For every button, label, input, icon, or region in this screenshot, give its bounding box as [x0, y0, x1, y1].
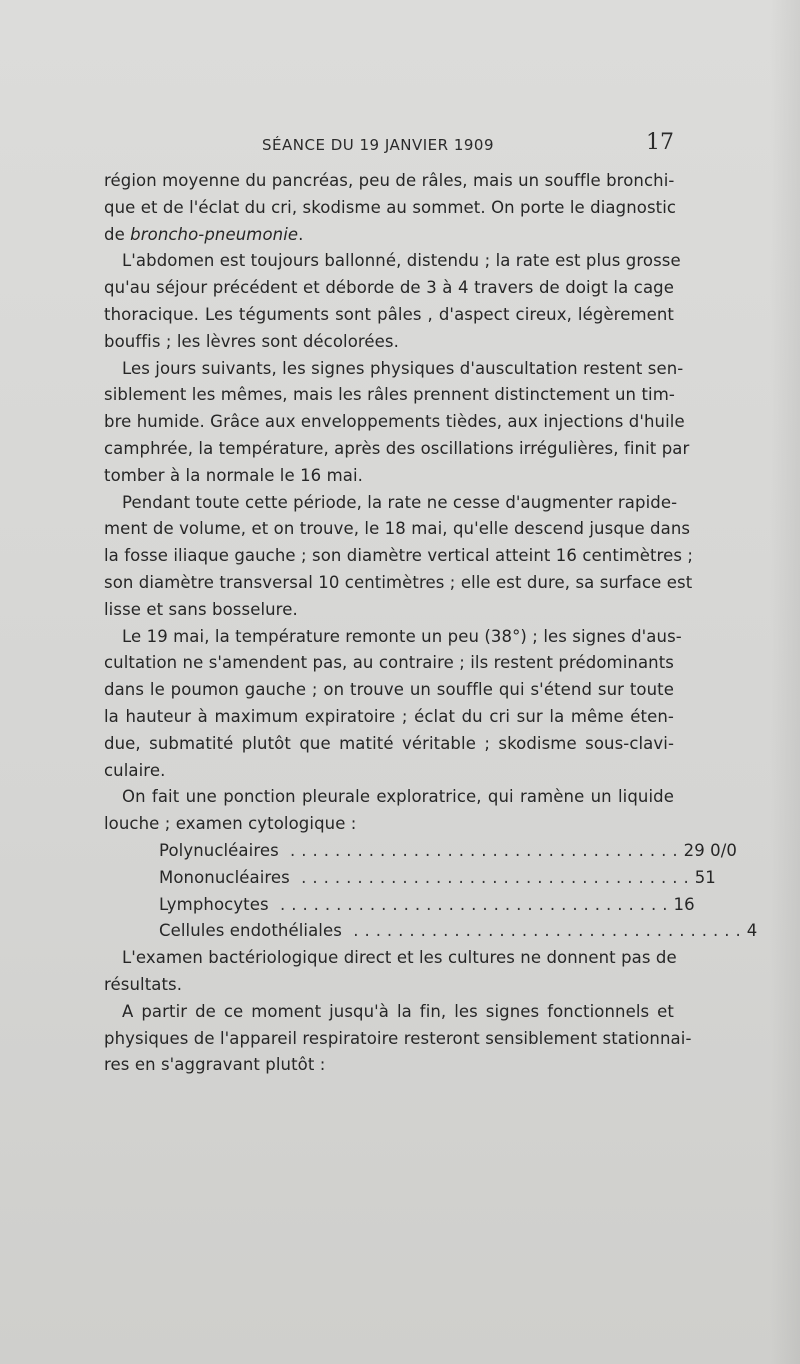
row-label: Polynucléaires: [159, 840, 279, 860]
text-line: région moyenne du pancréas, peu de râles, mais un souffle bronchi-: [104, 171, 675, 190]
text-line: résultats.: [104, 974, 183, 994]
text-line: tomber à la normale le 16 mai.: [104, 465, 364, 485]
text-line: dans le poumon gauche ; on trouve un souffle qui s'étend sur toute: [104, 680, 674, 700]
text-line: cultation ne s'amendent pas, au contraire ; ils restent prédominants: [104, 653, 674, 673]
text-line: culaire.: [104, 760, 166, 780]
row-value: 4: [746, 921, 758, 941]
running-title: SÉANCE DU 19 JANVIER 1909: [262, 136, 495, 154]
cytology-table: [159, 838, 758, 945]
text-line: siblement les mêmes, mais les râles prennent distinctement un tim-: [104, 385, 675, 405]
text-line: Le 19 mai, la température remonte un peu (38°) ; les signes d'aus-: [122, 626, 682, 646]
text-line: L'examen bactériologique direct et les cultures ne donnent pas de: [122, 948, 677, 968]
text-line: bouffis ; les lèvres sont décolorées.: [104, 331, 399, 351]
text-fragment: .: [298, 224, 304, 244]
page-number: 17: [646, 130, 674, 155]
leader-dots: ...................................: [289, 867, 695, 887]
text-line: bre humide. Grâce aux enveloppements tièdes, aux injections d'huile: [104, 412, 685, 432]
text-line: que et de l'éclat du cri, skodisme au sommet. On porte le diagnostic: [104, 197, 677, 217]
text-line: due, submatité plutôt que matité véritable ; skodisme sous-clavi-: [104, 733, 674, 753]
text-line: lisse et sans bosselure.: [104, 599, 298, 619]
text-line: [104, 222, 674, 249]
row-label: Mononucléaires: [159, 867, 290, 887]
row-value: 51: [694, 867, 716, 887]
row-value: 29 0/0: [683, 840, 738, 860]
leader-dots: ...................................: [278, 840, 684, 860]
row-label: Cellules endothéliales: [159, 921, 342, 941]
table-row: [159, 865, 716, 892]
text-line: la hauteur à maximum expiratoire ; éclat du cri sur la même éten-: [104, 706, 674, 726]
text-line: L'abdomen est toujours ballonné, distendu ; la rate est plus grosse: [122, 251, 681, 271]
diagnosis-term: broncho-pneumonie: [130, 224, 299, 244]
row-label: Lymphocytes: [159, 894, 269, 914]
table-row: [159, 918, 758, 945]
text-line: louche ; examen cytologique :: [104, 814, 357, 834]
text-line: res en s'aggravant plutôt :: [104, 1055, 326, 1075]
table-row: [159, 892, 695, 919]
text-line: son diamètre transversal 10 centimètres ; elle est dure, sa surface est: [104, 572, 693, 592]
leader-dots: ...................................: [341, 921, 747, 941]
text-fragment: de: [104, 224, 131, 244]
text-line: qu'au séjour précédent et déborde de 3 à 4 travers de doigt la cage: [104, 278, 674, 298]
leader-dots: ...................................: [268, 894, 674, 914]
table-row: [159, 838, 738, 865]
text-line: On fait une ponction pleurale exploratrice, qui ramène un liquide: [122, 787, 674, 807]
page-header: [104, 130, 674, 160]
text-line: ment de volume, et on trouve, le 18 mai, qu'elle descend jusque dans: [104, 519, 691, 539]
text-line: camphrée, la température, après des oscillations irrégulières, finit par: [104, 438, 690, 458]
text-line: Les jours suivants, les signes physiques d'auscultation restent sen-: [122, 358, 684, 378]
body-text: [104, 168, 758, 1079]
text-line: A partir de ce moment jusqu'à la fin, les signes fonctionnels et: [122, 1001, 674, 1021]
text-line: physiques de l'appareil respiratoire resteront sensiblement stationnai-: [104, 1028, 692, 1048]
text-line: Pendant toute cette période, la rate ne cesse d'augmenter rapide-: [122, 492, 678, 512]
text-line: la fosse iliaque gauche ; son diamètre vertical atteint 16 centimètres ;: [104, 546, 694, 566]
row-value: 16: [673, 894, 695, 914]
text-line: thoracique. Les téguments sont pâles , d'aspect cireux, légèrement: [104, 304, 674, 324]
